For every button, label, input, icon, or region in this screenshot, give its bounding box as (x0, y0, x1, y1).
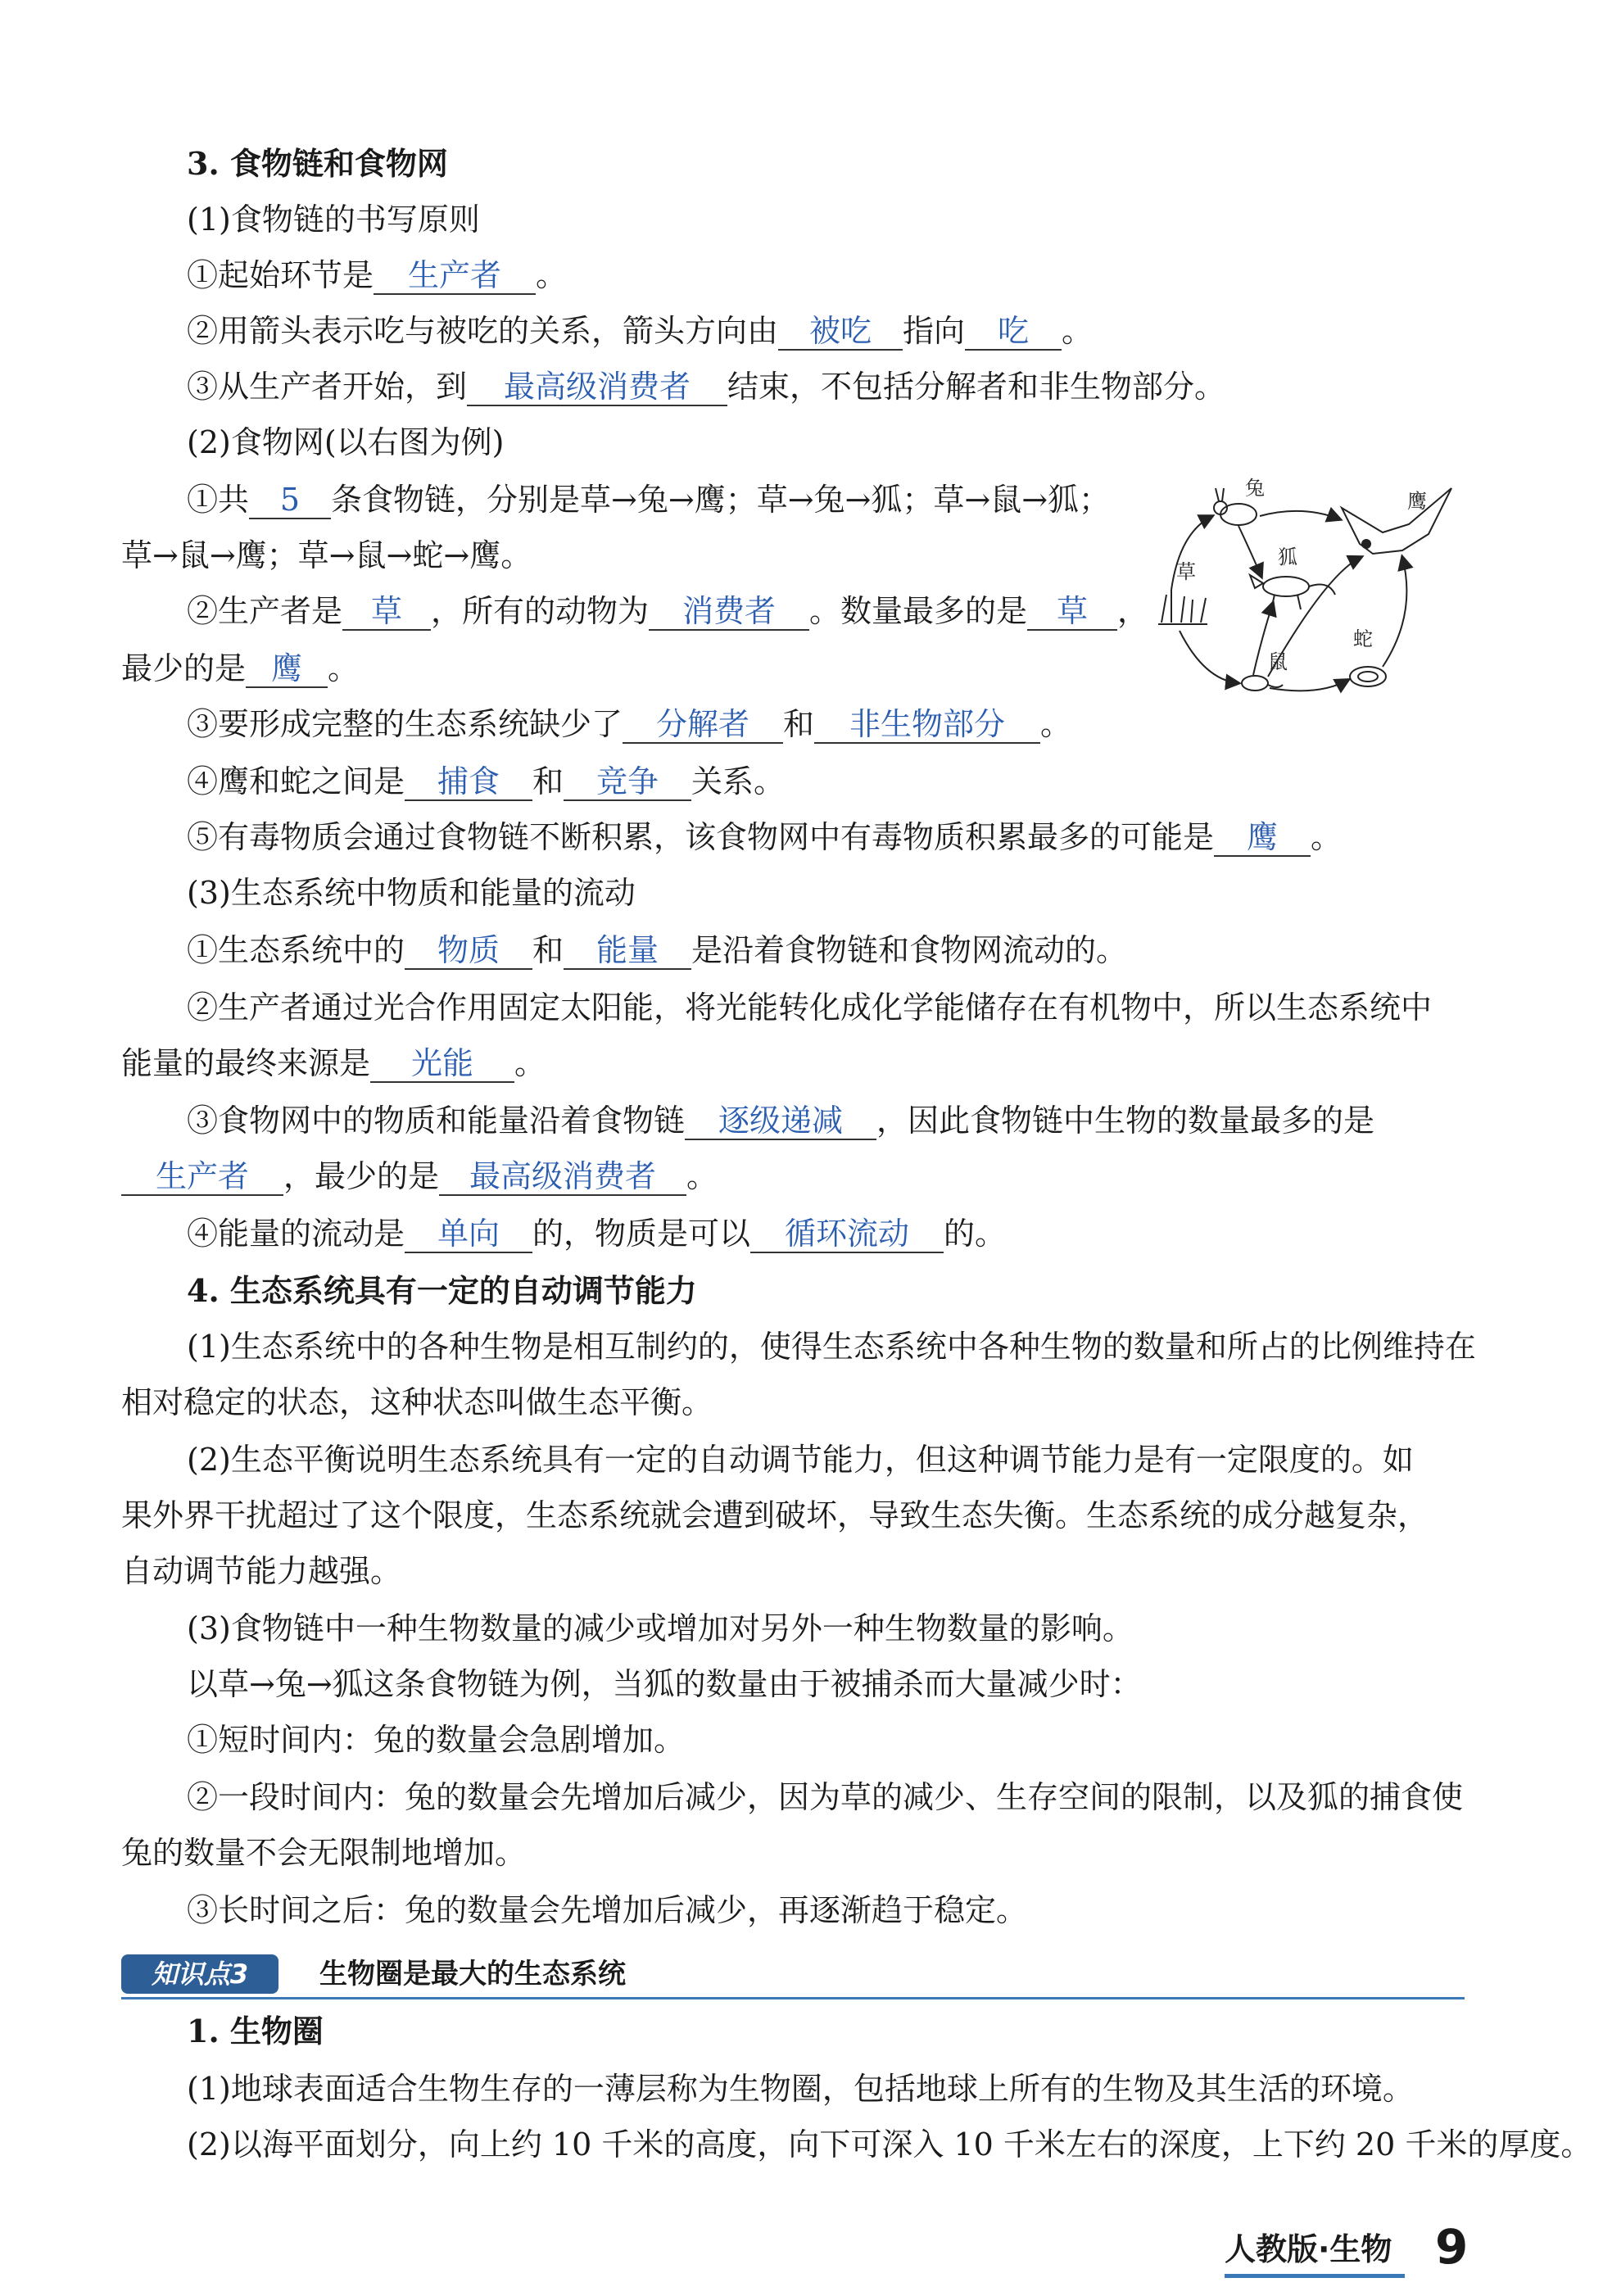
answer-blank: 光能 (370, 1045, 514, 1083)
section-4-paragraph: 果外界干扰超过了这个限度，生态系统就会遭到破坏，导致生态失衡。生态系统的成分越复杂， (121, 1497, 1429, 1533)
section-4-paragraph: 兔的数量不会无限制地增加。 (121, 1835, 527, 1871)
flow-item-2-cont: 能量的最终来源是 光能 。 (121, 1045, 546, 1081)
biosphere-paragraph: (2)以海平面划分，向上约 10 千米的高度，向下可深入 10 千米左右的深度，上下约 20 千米的厚度。 (187, 2126, 1592, 2162)
answer-blank: 鹰 (246, 650, 328, 688)
rule-2: ②用箭头表示吃与被吃的关系，箭头方向由 被吃 指向 吃 。 (187, 313, 1094, 349)
web-item-2: ②生产者是 草 ，所有的动物为 消费者 。数量最多的是 草 ， (187, 593, 1149, 629)
answer-blank: 逐级递减 (685, 1103, 876, 1140)
flow-item-4: ④能量的流动是 单向 的，物质是可以 循环流动 的。 (187, 1216, 1007, 1252)
flow-item-2: ②生产者通过光合作用固定太阳能，将光能转化成化学能储存在有机物中，所以生态系统中 (187, 989, 1433, 1026)
answer-blank: 草 (1027, 593, 1117, 631)
answer-blank: 生产者 (374, 257, 536, 295)
flow-item-1: ①生态系统中的 物质 和 能量 是沿着食物链和食物网流动的。 (187, 932, 1128, 968)
answer-blank: 竞争 (564, 763, 691, 801)
grass-label: 草 (1176, 560, 1196, 583)
answer-blank: 草 (342, 593, 431, 631)
section-4-paragraph: ②一段时间内：兔的数量会先增加后减少，因为草的减少、生存空间的限制，以及狐的捕食使 (187, 1779, 1464, 1815)
arrow-snake-eagle (1383, 557, 1406, 667)
web-item-2-cont: 最少的是 鹰 。 (121, 650, 360, 686)
footer-edition: 人教版·生物 (1225, 2231, 1392, 2267)
section-3-title: 3. 食物链和食物网 (187, 145, 448, 182)
section-4-paragraph: ①短时间内：兔的数量会急剧增加。 (187, 1722, 686, 1758)
footer-underline (1225, 2274, 1405, 2278)
snake-label: 蛇 (1353, 627, 1373, 650)
section-4-paragraph: (2)生态平衡说明生态系统具有一定的自动调节能力，但这种调节能力是有一定限度的。如 (187, 1442, 1414, 1478)
answer-blank: 最高级消费者 (439, 1158, 686, 1196)
answer-blank: 分解者 (623, 706, 783, 744)
answer-blank: 最高级消费者 (467, 369, 727, 406)
arrow-rabbit-fox (1238, 526, 1261, 577)
answer-blank: 单向 (405, 1216, 532, 1253)
rabbit-label: 兔 (1245, 477, 1265, 500)
knowledge-point-title: 生物圈是最大的生态系统 (319, 1958, 626, 1990)
section-4-paragraph: (1)生态系统中的各种生物是相互制约的，使得生态系统中各种生物的数量和所占的比例维持在 (187, 1329, 1476, 1365)
answer-blank: 吃 (965, 313, 1062, 351)
grass-illustration (1158, 590, 1207, 624)
snake-illustration (1350, 667, 1386, 686)
arrow-grass-mouse (1180, 631, 1238, 683)
flow-item-3-cont: 生产者 ，最少的是 最高级消费者 。 (121, 1157, 718, 1195)
subsection-1-title: (1)食物链的书写原则 (187, 202, 480, 238)
section-4-paragraph: (3)食物链中一种生物数量的减少或增加对另外一种生物数量的影响。 (187, 1610, 1134, 1646)
section-4-paragraph: 自动调节能力越强。 (121, 1553, 402, 1589)
section-4-title: 4. 生态系统具有一定的自动调节能力 (187, 1272, 697, 1309)
biosphere-paragraph: (1)地球表面适合生物生存的一薄层称为生物圈，包括地球上所有的生物及其生活的环境。 (187, 2071, 1414, 2107)
answer-blank: 捕食 (405, 763, 532, 801)
biosphere-title: 1. 生物圈 (187, 2013, 324, 2049)
answer-blank: 消费者 (649, 593, 809, 631)
flow-item-3: ③食物网中的物质和能量沿着食物链 逐级递减 ，因此食物链中生物的数量最多的是 (187, 1103, 1375, 1139)
section-divider (121, 1997, 1465, 1999)
answer-blank: 非生物部分 (814, 706, 1040, 744)
mouse-label: 鼠 (1268, 650, 1288, 673)
fox-label: 狐 (1278, 546, 1297, 568)
rule-3: ③从生产者开始，到 最高级消费者 结束，不包括分解者和非生物部分。 (187, 369, 1226, 405)
section-4-paragraph: 以草→兔→狐这条食物链为例，当狐的数量由于被捕杀而大量减少时： (187, 1666, 1142, 1702)
web-item-1-cont: 草→鼠→鹰；草→鼠→蛇→鹰。 (121, 537, 532, 573)
section-4-paragraph: 相对稳定的状态，这种状态叫做生态平衡。 (121, 1384, 713, 1420)
answer-blank: 5 (249, 482, 331, 519)
page-number: 9 (1435, 2219, 1469, 2275)
web-item-1: ①共 5 条食物链，分别是草→兔→鹰；草→兔→狐；草→鼠→狐； (187, 482, 1111, 518)
answer-blank: 生产者 (121, 1158, 283, 1196)
answer-blank: 被吃 (778, 313, 903, 351)
eagle-illustration (1342, 488, 1451, 554)
web-item-4: ④鹰和蛇之间是 捕食 和 竞争 关系。 (187, 763, 786, 799)
answer-blank: 循环流动 (750, 1216, 944, 1253)
eagle-label: 鹰 (1407, 490, 1427, 513)
answer-blank: 鹰 (1214, 819, 1311, 857)
knowledge-point-badge: 知识点3 (121, 1954, 278, 1994)
food-web-diagram (1147, 475, 1474, 713)
answer-blank: 物质 (405, 932, 532, 970)
section-4-paragraph: ③长时间之后：兔的数量会先增加后减少，再逐渐趋于稳定。 (187, 1892, 1028, 1928)
web-item-5: ⑤有毒物质会通过食物链不断积累，该食物网中有毒物质积累最多的可能是 鹰 。 (187, 819, 1343, 855)
answer-blank: 能量 (564, 932, 691, 970)
subsection-2-title: (2)食物网(以右图为例) (187, 424, 505, 460)
web-item-3: ③要形成完整的生态系统缺少了 分解者 和 非生物部分 。 (187, 706, 1072, 742)
arrow-rabbit-eagle (1260, 511, 1340, 519)
rule-1: ①起始环节是 生产者 。 (187, 257, 568, 293)
subsection-3-title: (3)生态系统中物质和能量的流动 (187, 875, 636, 911)
